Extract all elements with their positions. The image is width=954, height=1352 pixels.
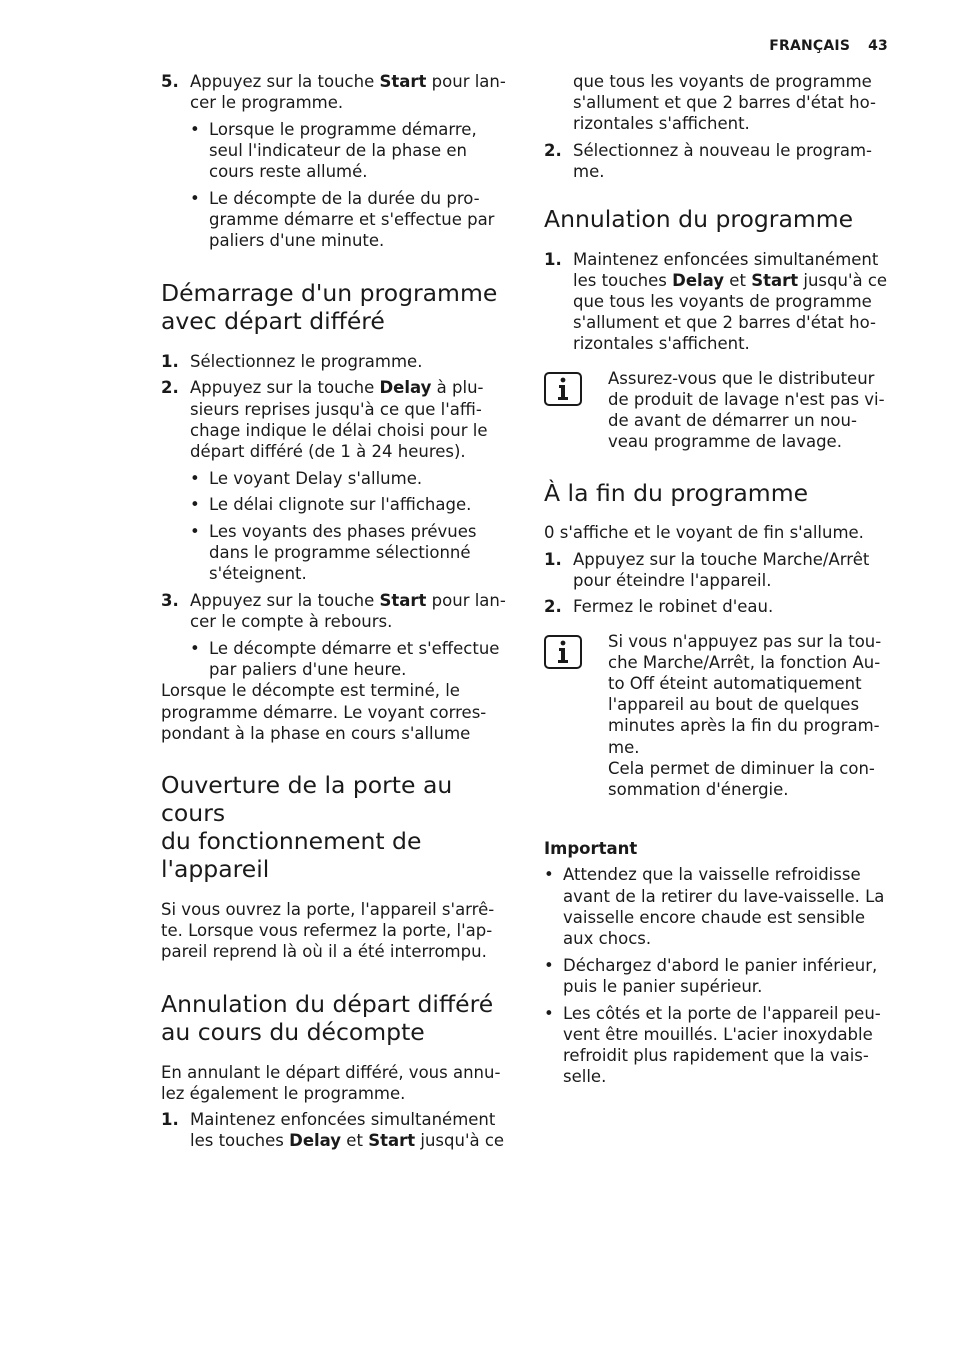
item-text [190, 377, 517, 462]
key-name: Start [379, 72, 427, 91]
bullet: • [544, 1003, 554, 1023]
list-item [161, 377, 517, 462]
section-heading: À la fin du programme [544, 479, 809, 508]
bullet-text: Le voyant Delay s'allume. [209, 468, 423, 488]
bullet: • [190, 189, 200, 209]
bullet-item [190, 521, 517, 585]
item-number: 2. [544, 597, 562, 617]
key-name: Start [368, 1131, 416, 1151]
key-name: Start [379, 591, 427, 611]
bullet: • [190, 639, 200, 659]
key-name: Delay [289, 1131, 342, 1151]
bullet-text: Les côtés et la porte de l'appareil peu- vent être mouillés. L'acier inoxydable refroidit plus rapidement que la vais- selle. [563, 1003, 881, 1087]
info-glyph [556, 640, 570, 664]
item-text: que tous les voyants de programme s'allument et que 2 barres d'état ho- rizontales s'affichent. [573, 72, 876, 134]
bullet-text: Les voyants des phases prévues dans le programme sélectionné s'éteignent. [209, 522, 477, 584]
item-number: 1. [161, 351, 179, 371]
info-icon-wrap [544, 631, 608, 801]
list-item [544, 549, 900, 591]
bullet-item [544, 864, 900, 949]
bullet-item [544, 955, 900, 997]
key-name: Delay [379, 378, 432, 398]
section-heading: Démarrage d'un programme avec départ différé [161, 278, 498, 335]
text-run: Maintenez enfoncées simultanément les touches [190, 1110, 496, 1151]
item-number: 1. [544, 249, 562, 269]
bullet-text: Lorsque le programme démarre, seul l'indicateur de la phase en cours reste allumé. [209, 119, 477, 182]
list-item [544, 140, 900, 182]
text-run: et [724, 270, 752, 290]
bullet: • [544, 865, 554, 885]
left-column [161, 71, 517, 1157]
bullet-text: Attendez que la vaisselle refroidisse avant de la retirer du lave-vaisselle. La vaisselle encore chaude est sensible aux chocs. [563, 865, 885, 949]
item-number: 2. [544, 141, 562, 161]
page-header [751, 38, 888, 54]
item-text [573, 249, 900, 355]
info-note [544, 631, 900, 801]
key-name: Delay [672, 270, 725, 290]
list-item [161, 351, 517, 372]
paragraph: Si vous ouvrez la porte, l'appareil s'arrê- te. Lorsque vous refermez la porte, l'ap- pareil reprend là où il a été interrompu. [161, 900, 495, 962]
item-number: 3. [161, 591, 179, 611]
item-text: Sélectionnez à nouveau le program- me. [573, 141, 873, 182]
text-run: pour lan- cer le compte à rebours. [190, 591, 506, 632]
header-page-number: 43 [868, 38, 888, 54]
bullet: • [190, 522, 200, 542]
text-run: Appuyez sur la touche [190, 591, 380, 611]
bullet-text: Le décompte de la durée du pro- gramme démarre et s'effectue par paliers d'une minute. [209, 189, 495, 251]
bullet-item [190, 468, 517, 489]
bullet: • [190, 468, 200, 488]
text-run: et [341, 1131, 369, 1151]
info-text: Assurez-vous que le distributeur de produit de lavage n'est pas vi- de avant de démarrer un nou- veau programme de lavage. [608, 368, 885, 452]
important-label: Important [544, 839, 638, 859]
text-run: à plu- sieurs reprises jusqu'à ce que l'affi- chage indique le délai choisi pour le départ différé (de 1 à 24 heures). [190, 378, 488, 461]
text-run: jusqu'à ce [415, 1131, 505, 1151]
text-run: Appuyez sur la touche [190, 72, 380, 91]
text-run: pour lan- cer le programme. [190, 72, 506, 113]
bullet-item [190, 188, 517, 252]
list-item [544, 249, 900, 355]
bullet: • [190, 119, 200, 139]
item-number: 2. [161, 378, 179, 398]
bullet-text: Déchargez d'abord le panier inférieur, puis le panier supérieur. [563, 955, 878, 996]
item-text: Appuyez sur la touche Marche/Arrêt pour éteindre l'appareil. [573, 549, 870, 590]
bullet: • [190, 495, 200, 515]
section-heading: Ouverture de la porte au cours du fonctionnement de l'appareil [161, 771, 453, 884]
header-language: FRANÇAIS [769, 38, 851, 54]
bullet-text: Le délai clignote sur l'affichage. [209, 495, 472, 515]
info-text: Si vous n'appuyez pas sur la tou- che Marche/Arrêt, la fonction Au- to Off éteint automatiquement l'appareil au bout de quelques minutes après la fin du program- me. Cela permet de diminuer la con- sommation d'énergie. [608, 631, 882, 800]
info-icon-wrap [544, 368, 608, 453]
list-item-continued [544, 71, 900, 135]
item-text: Sélectionnez le programme. [190, 351, 423, 371]
item-number: 1. [161, 1110, 179, 1130]
section-heading: Annulation du départ différé au cours du décompte [161, 989, 494, 1046]
item-number: 5. [161, 72, 179, 91]
bullet: • [544, 955, 554, 975]
section-heading: Annulation du programme [544, 204, 854, 233]
info-icon [544, 372, 582, 406]
text-run: Appuyez sur la touche [190, 378, 380, 398]
text-run: jusqu'à ce que tous les voyants de programme s'allument et que 2 barres d'état ho- rizontales s'affichent. [573, 270, 888, 354]
list-item [161, 590, 517, 632]
info-note [544, 368, 900, 453]
item-text [190, 590, 517, 632]
text-run: Maintenez enfoncées simultanément les touches [573, 249, 879, 290]
item-text [190, 1109, 517, 1151]
paragraph: 0 s'affiche et le voyant de fin s'allume. [544, 523, 864, 543]
info-glyph [556, 377, 570, 401]
bullet-item [190, 638, 517, 680]
list-item [161, 71, 517, 113]
info-icon [544, 635, 582, 669]
list-item [544, 596, 900, 617]
bullet-item [190, 119, 517, 183]
item-text [190, 71, 517, 113]
list-item [161, 1109, 517, 1151]
right-column [544, 71, 900, 1093]
bullet-text: Le décompte démarre et s'effectue par paliers d'une heure. [209, 639, 500, 680]
paragraph: En annulant le départ différé, vous annu- lez également le programme. [161, 1062, 501, 1103]
item-text: Fermez le robinet d'eau. [573, 597, 774, 617]
bullet-item [544, 1003, 900, 1088]
key-name: Start [751, 270, 799, 290]
bullet-item [190, 494, 517, 515]
paragraph: Lorsque le décompte est terminé, le programme démarre. Le voyant corres- pondant à la phase en cours s'allume [161, 681, 487, 743]
item-number: 1. [544, 549, 562, 569]
item-number-spacer [544, 71, 573, 135]
